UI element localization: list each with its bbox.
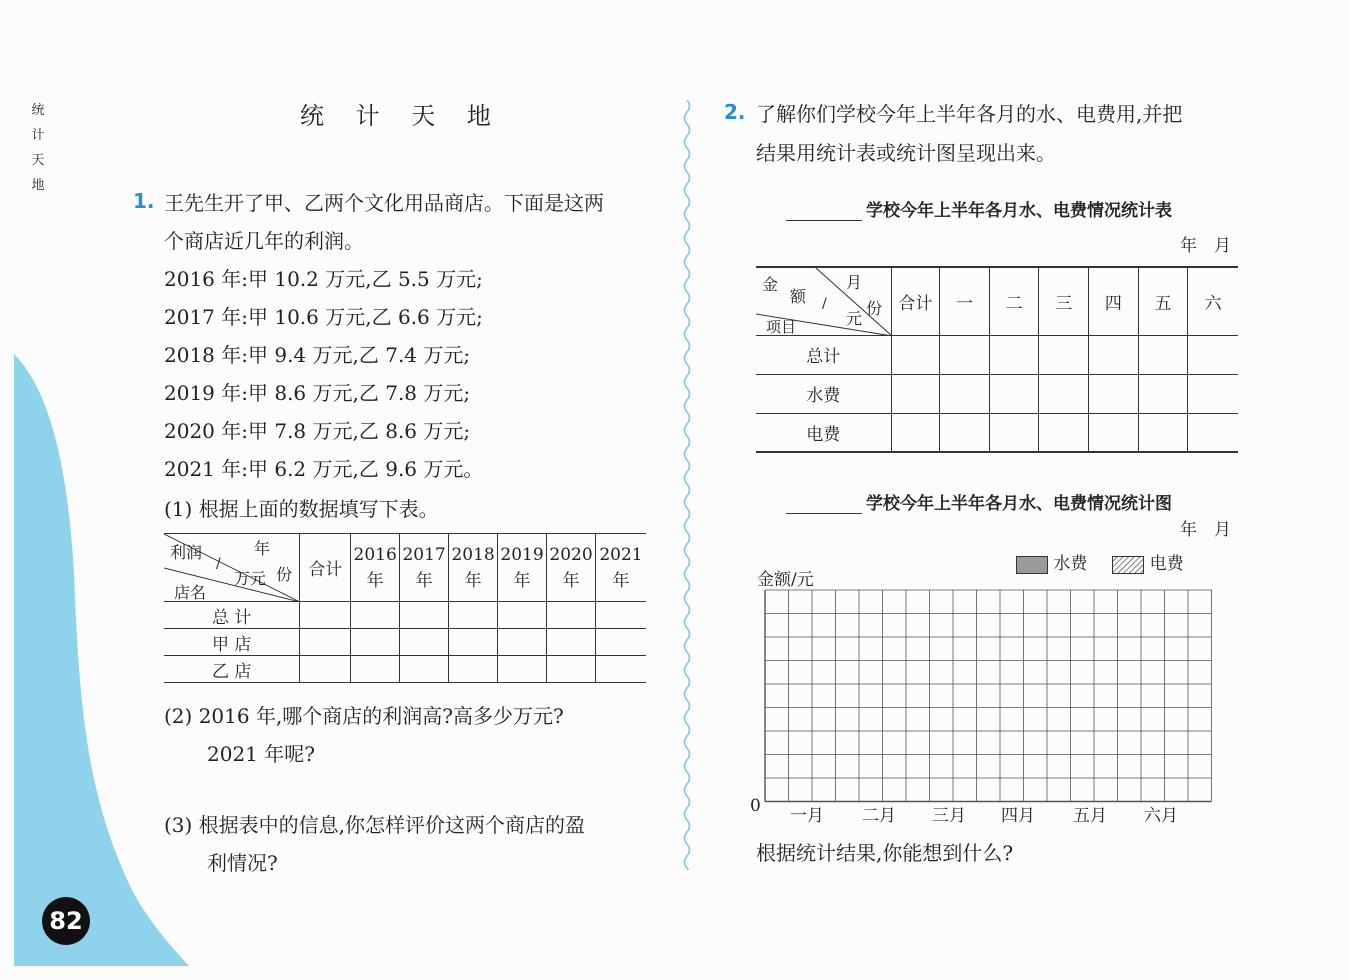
corner-label-e: 额 <box>790 287 807 306</box>
x-axis-month-label: 二月 <box>862 806 896 826</box>
table-cell[interactable] <box>351 602 400 629</box>
table-cell[interactable] <box>449 602 498 629</box>
table-cell[interactable] <box>400 629 449 656</box>
q2-line2: 结果用统计表或统计图呈现出来。 <box>756 141 1056 165</box>
x-axis-month-label: 三月 <box>932 806 966 826</box>
q1-intro-line2: 个商店近几年的利润。 <box>164 229 364 253</box>
blank-grid-chart <box>750 585 1220 825</box>
table-cell[interactable] <box>1188 413 1238 452</box>
year-column-header <box>449 534 498 602</box>
table-cell[interactable] <box>1138 374 1188 413</box>
table-cell[interactable] <box>1089 413 1139 452</box>
corner-label-item: 项目 <box>766 318 797 336</box>
table-cell[interactable] <box>1039 335 1089 374</box>
column-divider <box>680 100 694 870</box>
corner-label-profit: 利润 <box>170 543 203 562</box>
month-column-header: 二 <box>989 267 1039 335</box>
table-date-label: 年 月 <box>1180 236 1231 256</box>
corner-label-slash: / <box>216 556 221 572</box>
table-cell[interactable] <box>547 629 596 656</box>
legend-electric-label: 电费 <box>1149 554 1184 574</box>
q1-sub3-line2: 利情况? <box>207 851 278 875</box>
month-column-header: 五 <box>1138 267 1188 335</box>
corner-label-shop: 店名 <box>174 583 207 602</box>
table-cell[interactable] <box>596 602 647 629</box>
q1-intro-line1: 王先生开了甲、乙两个文化用品商店。下面是这两 <box>164 191 604 215</box>
corner-label-jin: 金 <box>762 275 779 294</box>
table-cell[interactable] <box>891 335 940 374</box>
year-suffix: 年 <box>612 570 630 591</box>
corner-label-slash: / <box>822 296 827 312</box>
year-value: 2021 <box>599 544 643 565</box>
table-cell[interactable] <box>300 656 351 683</box>
year-column-header <box>400 534 449 602</box>
year-column-header <box>596 534 647 602</box>
q1-data-line: 2021 年:甲 6.2 万元,乙 9.6 万元。 <box>164 457 484 481</box>
year-suffix: 年 <box>464 570 482 591</box>
row-label-water: 水费 <box>756 374 891 413</box>
q2-line1: 了解你们学校今年上半年各月的水、电费用,并把 <box>756 102 1183 126</box>
table-cell[interactable] <box>1138 335 1188 374</box>
table-cell[interactable] <box>300 602 351 629</box>
table-cell[interactable] <box>891 413 940 452</box>
question-1-number: 1. <box>133 189 155 213</box>
q1-profit-table <box>164 533 646 683</box>
table-cell[interactable] <box>596 656 647 683</box>
legend-water-label: 水费 <box>1053 554 1088 574</box>
section-vertical-label <box>30 98 46 198</box>
vertical-char: 地 <box>31 178 45 193</box>
table-corner-cell <box>164 534 300 602</box>
table-cell[interactable] <box>449 656 498 683</box>
table-cell[interactable] <box>940 413 990 452</box>
corner-label-yuan: 元 <box>846 309 863 328</box>
table-cell[interactable] <box>300 629 351 656</box>
table-cell[interactable] <box>547 656 596 683</box>
year-value: 2016 <box>353 544 397 565</box>
table-cell[interactable] <box>989 374 1039 413</box>
table-cell[interactable] <box>1138 413 1188 452</box>
q1-sub2-line2: 2021 年呢? <box>207 742 315 766</box>
x-axis-month-label: 五月 <box>1073 806 1107 826</box>
table-cell[interactable] <box>400 602 449 629</box>
q1-sub1: (1) 根据上面的数据填写下表。 <box>164 497 439 521</box>
chart-y-axis-label: 金额/元 <box>757 570 814 590</box>
q1-sub2-line1: (2) 2016 年,哪个商店的利润高?高多少万元? <box>164 704 564 728</box>
corner-label-wanyuan: 万元 <box>234 569 267 588</box>
year-value: 2019 <box>500 544 544 565</box>
table-cell[interactable] <box>891 374 940 413</box>
table-cell[interactable] <box>989 335 1039 374</box>
q2-closing-question: 根据统计结果,你能想到什么? <box>756 841 1014 865</box>
total-column-header: 合计 <box>891 267 940 335</box>
q2-expense-table <box>756 266 1238 453</box>
month-column-header: 一 <box>940 267 990 335</box>
table-cell[interactable] <box>1089 335 1139 374</box>
chart-date-label: 年 月 <box>1180 520 1231 540</box>
corner-label-year: 年 <box>254 539 271 558</box>
table-cell[interactable] <box>1089 374 1139 413</box>
row-label-shop-a: 甲 店 <box>164 629 300 656</box>
year-column-header <box>547 534 596 602</box>
vertical-char: 天 <box>31 153 45 168</box>
year-suffix: 年 <box>366 570 384 591</box>
vertical-char: 计 <box>31 128 45 143</box>
q1-sub3-line1: (3) 根据表中的信息,你怎样评价这两个商店的盈 <box>164 813 586 837</box>
q1-data-line: 2017 年:甲 10.6 万元,乙 6.6 万元; <box>164 305 483 329</box>
table-cell[interactable] <box>498 629 547 656</box>
vertical-char: 统 <box>31 103 45 118</box>
year-suffix: 年 <box>513 570 531 591</box>
table-cell[interactable] <box>498 602 547 629</box>
page-number-badge: 82 <box>42 897 90 945</box>
caption-text: 学校今年上半年各月水、电费情况统计表 <box>866 201 1172 221</box>
question-2-number: 2. <box>724 100 746 124</box>
table-cell[interactable] <box>1188 335 1238 374</box>
table-cell[interactable] <box>940 335 990 374</box>
legend-electric-swatch <box>1112 556 1144 574</box>
chart-legend <box>1016 549 1184 574</box>
row-label-total: 总 计 <box>164 602 300 629</box>
year-suffix: 年 <box>415 570 433 591</box>
corner-label-fen: 份 <box>276 565 293 584</box>
corner-label-month: 月 <box>846 273 863 292</box>
table-cell[interactable] <box>1188 374 1238 413</box>
year-column-header <box>351 534 400 602</box>
table-corner-cell <box>756 267 891 335</box>
caption-blank[interactable] <box>786 499 862 514</box>
legend-water-swatch <box>1016 556 1048 574</box>
caption-blank[interactable] <box>786 206 862 221</box>
page-title: 统 计 天 地 <box>300 102 503 130</box>
row-label-electric: 电费 <box>756 413 891 452</box>
row-label-shop-b: 乙 店 <box>164 656 300 683</box>
year-value: 2018 <box>451 544 495 565</box>
year-value: 2017 <box>402 544 446 565</box>
table-cell[interactable] <box>351 656 400 683</box>
row-label-total: 总计 <box>756 335 891 374</box>
month-column-header: 三 <box>1039 267 1089 335</box>
table-cell[interactable] <box>498 656 547 683</box>
table-cell[interactable] <box>449 629 498 656</box>
q1-data-line: 2016 年:甲 10.2 万元,乙 5.5 万元; <box>164 267 483 291</box>
x-axis-month-label: 四月 <box>1001 806 1035 826</box>
month-column-header: 六 <box>1188 267 1238 335</box>
table-cell[interactable] <box>940 374 990 413</box>
table-cell[interactable] <box>596 629 647 656</box>
year-column-header <box>498 534 547 602</box>
q1-data-line: 2018 年:甲 9.4 万元,乙 7.4 万元; <box>164 343 471 367</box>
x-axis-month-label: 一月 <box>790 806 824 826</box>
table-cell[interactable] <box>547 602 596 629</box>
table-cell[interactable] <box>989 413 1039 452</box>
x-axis-month-label: 六月 <box>1144 806 1178 826</box>
table-cell[interactable] <box>351 629 400 656</box>
corner-label-fen: 份 <box>866 299 883 318</box>
table-cell[interactable] <box>1039 413 1089 452</box>
q2-table-caption <box>786 196 1172 221</box>
table-cell[interactable] <box>400 656 449 683</box>
q2-chart-caption <box>786 489 1172 514</box>
table-cell[interactable] <box>1039 374 1089 413</box>
total-column-header: 合计 <box>300 534 351 602</box>
q1-data-line: 2019 年:甲 8.6 万元,乙 7.8 万元; <box>164 381 471 405</box>
year-suffix: 年 <box>562 570 580 591</box>
month-column-header: 四 <box>1089 267 1139 335</box>
q1-data-line: 2020 年:甲 7.8 万元,乙 8.6 万元; <box>164 419 471 443</box>
caption-text: 学校今年上半年各月水、电费情况统计图 <box>866 494 1172 514</box>
year-value: 2020 <box>549 544 593 565</box>
chart-origin-label: 0 <box>750 796 761 816</box>
